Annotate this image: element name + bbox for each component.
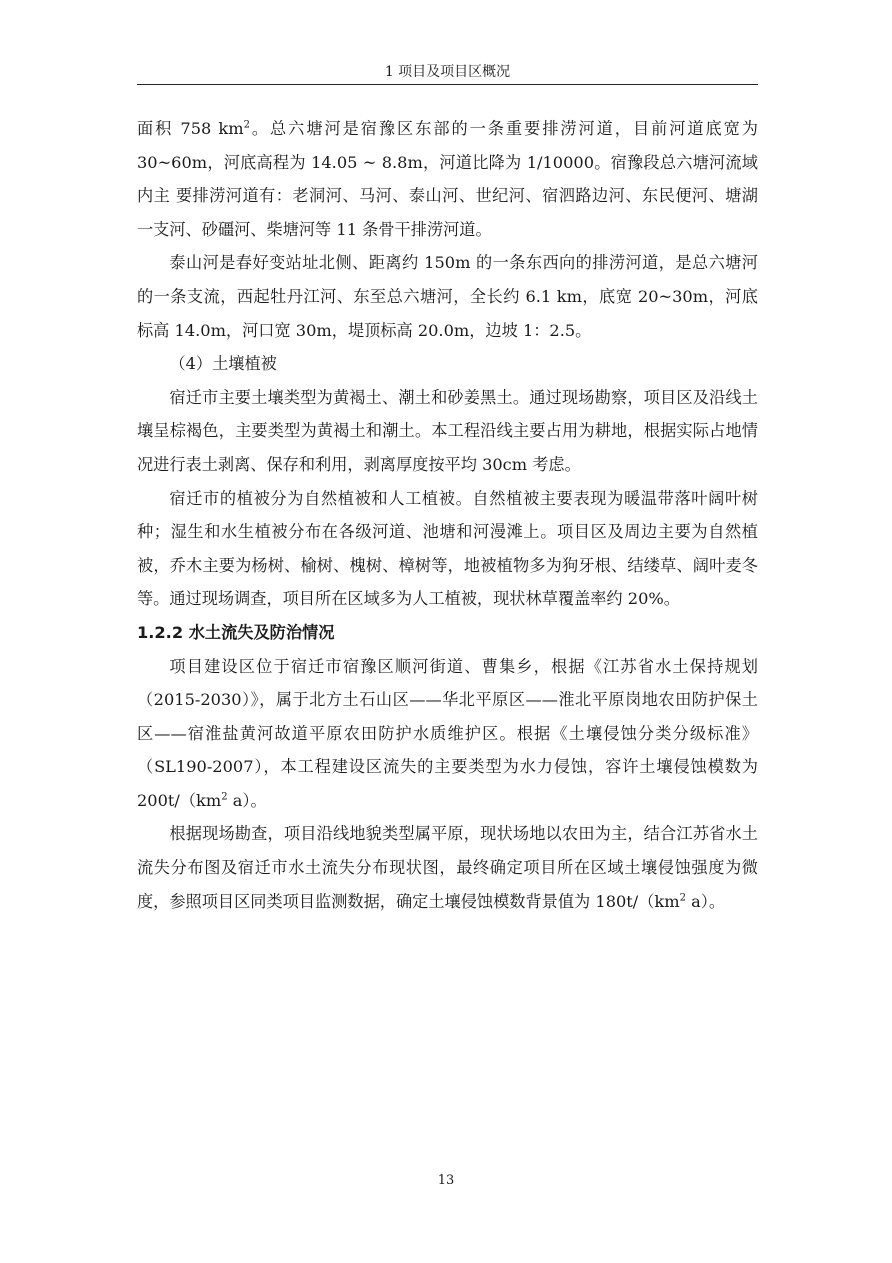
page-number: 13 <box>437 1173 455 1188</box>
paragraph-erosion-zone <box>137 650 758 818</box>
paragraph-continued <box>137 112 758 246</box>
superscript: 2 <box>679 892 686 904</box>
paragraph-text: 根据现场勘查，项目沿线地貌类型属平原，现状场地以农田为主，结合江苏省水土流失分布图及宿迁市水土流失分布现状图，最终确定项目所在区域土壤侵蚀强度为微度，参照项目区同类项目监测数据，确定土壤侵蚀模数背景值为 180t/（km <box>137 824 758 911</box>
paragraph-vegetation: 宿迁市的植被分为自然植被和人工植被。自然植被主要表现为暖温带落叶阔叶树种；湿生和水生植被分布在各级河道、池塘和河漫滩上。项目区及周边主要为自然植被，乔木主要为杨树、榆树、槐树、樟树等，地被植物多为狗牙根、结缕草、阔叶麦冬等。通过现场调查，项目所在区域多为人工植被，现状林草覆盖率约 20%。 <box>137 488 758 609</box>
superscript: 2 <box>221 791 228 803</box>
paragraph-text: 。总六塘河是宿豫区东部的一条重要排涝河道，目前河道底宽为 30~60m，河底高程为 14.05 ~ 8.8m，河道比降为 1/10000。宿豫段总六塘河流域内主 要排涝河道有：老洞河、马河、泰山河、世纪河、宿泗路边河、东民便河、塘湖 一支河、砂礓河、柴塘河等 11 条骨干排涝河道。 <box>137 119 758 239</box>
paragraph-taishan-river: 泰山河是春好变站址北侧、距离约 150m 的一条东西向的排涝河道，是总六塘河的一条支流，西起牡丹江河、东至总六塘河，全长约 6.1 km，底宽 20~30m，河底标高 14.0m，河口宽 30m，堤顶标高 20.0m，边坡 1：2.5。 <box>137 253 758 340</box>
paragraph-text: 面积 758 km <box>137 119 244 138</box>
document-body <box>137 112 758 918</box>
superscript: 2 <box>243 119 250 131</box>
section-heading: 1.2.2 水土流失及防治情况 <box>137 622 335 642</box>
paragraph-soil: 宿迁市主要土壤类型为黄褐土、潮土和砂姜黑土。通过现场勘察，项目区及沿线土壤呈棕褐色，主要类型为黄褐土和潮土。本工程沿线主要占用为耕地，根据实际占地情况进行表土剥离、保存和利用，剥离厚度按平均 30cm 考虑。 <box>137 387 758 474</box>
running-header: 1 项目及项目区概况 <box>384 64 511 80</box>
header-divider <box>137 84 758 85</box>
paragraph-text: 项目建设区位于宿迁市宿豫区顺河街道、曹集乡，根据《江苏省水土保持规划（2015-2030）》，属于北方土石山区——华北平原区——淮北平原岗地农田防护保土区——宿淮盐黄河故道平原农田防护水质维护区。根据《土壤侵蚀分类分级标准》（SL190-2007），本工程建设区流失的主要类型为水力侵蚀，容许土壤侵蚀模数为 200t/（km <box>137 656 758 810</box>
subsection-label-soil-vegetation: （4）土壤植被 <box>169 354 277 374</box>
paragraph-text: a）。 <box>685 891 726 911</box>
paragraph-erosion-background <box>137 817 758 918</box>
paragraph-text: a）。 <box>227 790 267 810</box>
